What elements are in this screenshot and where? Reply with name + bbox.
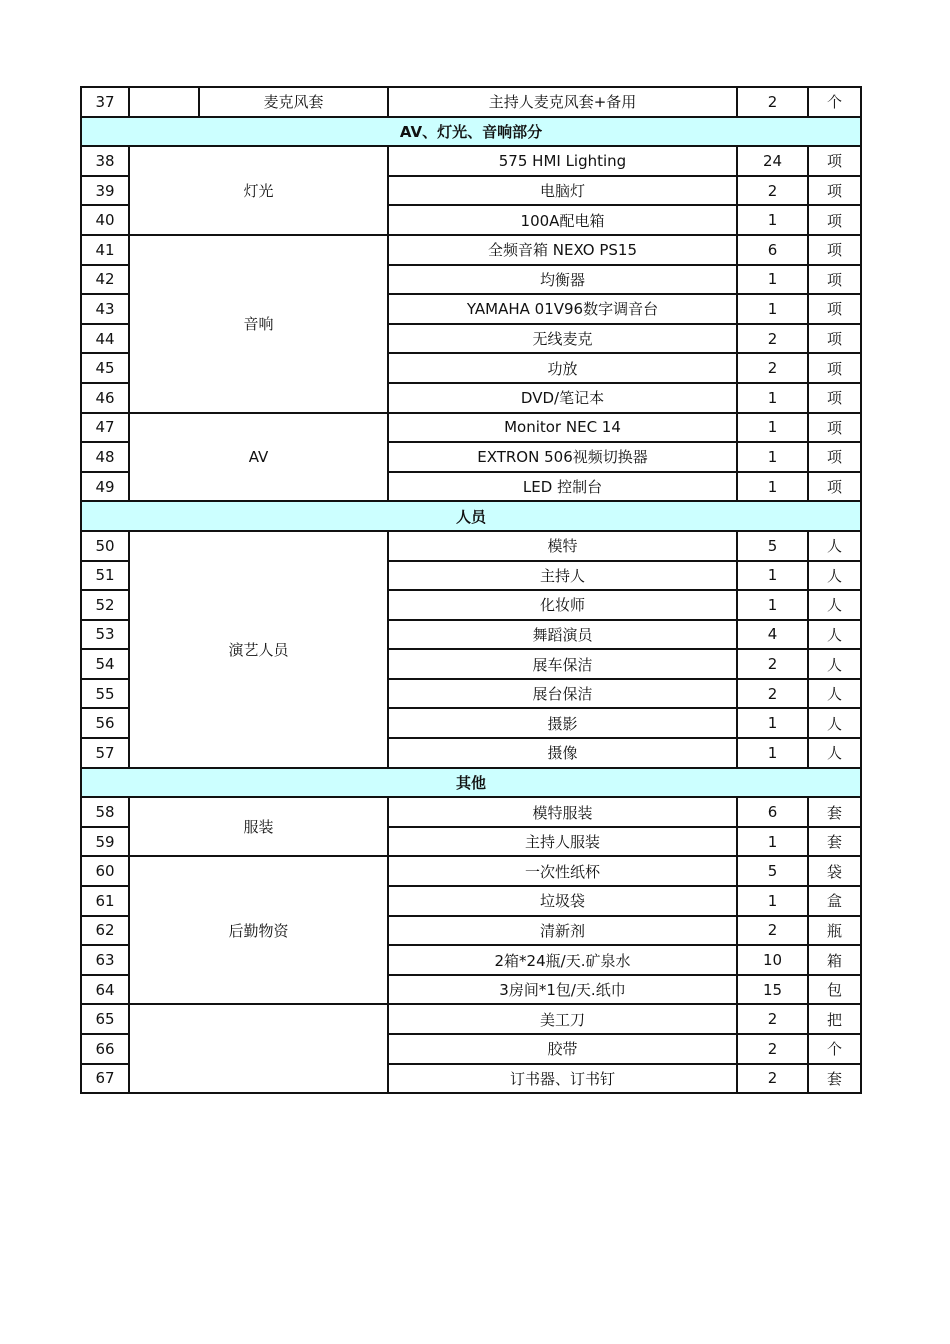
row-number: 49: [81, 472, 129, 502]
item-name: 摄像: [388, 738, 737, 768]
section-row: [81, 117, 861, 147]
table-row: [81, 146, 861, 176]
item-quantity: 1: [737, 294, 808, 324]
item-unit: 项: [808, 413, 861, 443]
item-name: 摄影: [388, 708, 737, 738]
item-quantity: 1: [737, 205, 808, 235]
row-number: 59: [81, 827, 129, 857]
item-unit: 包: [808, 975, 861, 1005]
category-cell: 演艺人员: [129, 531, 388, 768]
item-name: YAMAHA 01V96数字调音台: [388, 294, 737, 324]
section-header: AV、灯光、音响部分: [81, 117, 861, 147]
row-number: 64: [81, 975, 129, 1005]
category-cell: 音响: [129, 235, 388, 413]
row-number: 66: [81, 1034, 129, 1064]
item-unit: 人: [808, 590, 861, 620]
item-quantity: 1: [737, 413, 808, 443]
item-quantity: 24: [737, 146, 808, 176]
item-name: EXTRON 506视频切换器: [388, 442, 737, 472]
equipment-table: [80, 86, 862, 1094]
item-unit: 项: [808, 472, 861, 502]
category-cell: 灯光: [129, 146, 388, 235]
row-number: 47: [81, 413, 129, 443]
item-quantity: 5: [737, 531, 808, 561]
row-number: 43: [81, 294, 129, 324]
item-quantity: 1: [737, 442, 808, 472]
table-row: [81, 856, 861, 886]
item-unit: 箱: [808, 945, 861, 975]
item-unit: 瓶: [808, 916, 861, 946]
table-row: [81, 413, 861, 443]
item-unit: 项: [808, 442, 861, 472]
item-name: 575 HMI Lighting: [388, 146, 737, 176]
item-name: LED 控制台: [388, 472, 737, 502]
row-number: 40: [81, 205, 129, 235]
item-quantity: 1: [737, 590, 808, 620]
item-quantity: 10: [737, 945, 808, 975]
item-quantity: 1: [737, 265, 808, 295]
item-name: 模特服装: [388, 797, 737, 827]
row-number: 51: [81, 561, 129, 591]
row-number: 63: [81, 945, 129, 975]
item-quantity: 2: [737, 1004, 808, 1034]
item-unit: 项: [808, 324, 861, 354]
item-quantity: 1: [737, 827, 808, 857]
item-name: 一次性纸杯: [388, 856, 737, 886]
item-quantity: 15: [737, 975, 808, 1005]
row-number: 46: [81, 383, 129, 413]
row-number: 55: [81, 679, 129, 709]
item-quantity: 1: [737, 472, 808, 502]
item-name: 电脑灯: [388, 176, 737, 206]
item-name: 胶带: [388, 1034, 737, 1064]
row-number: 60: [81, 856, 129, 886]
item-name: 主持人麦克风套+备用: [388, 87, 737, 117]
item-quantity: 4: [737, 620, 808, 650]
item-unit: 项: [808, 353, 861, 383]
row-number: 56: [81, 708, 129, 738]
table-row: [81, 797, 861, 827]
item-name: 均衡器: [388, 265, 737, 295]
row-number: 42: [81, 265, 129, 295]
item-name: 化妆师: [388, 590, 737, 620]
item-name: 舞蹈演员: [388, 620, 737, 650]
section-row: [81, 501, 861, 531]
item-quantity: 2: [737, 324, 808, 354]
item-unit: 人: [808, 738, 861, 768]
row-number: 57: [81, 738, 129, 768]
item-quantity: 2: [737, 1034, 808, 1064]
item-unit: 套: [808, 1064, 861, 1094]
item-quantity: 2: [737, 649, 808, 679]
section-row: [81, 768, 861, 798]
row-number: 37: [81, 87, 129, 117]
item-name: DVD/笔记本: [388, 383, 737, 413]
table-row: [81, 531, 861, 561]
item-unit: 项: [808, 146, 861, 176]
subcategory-cell: 麦克风套: [199, 87, 388, 117]
item-name: 100A配电箱: [388, 205, 737, 235]
item-quantity: 6: [737, 235, 808, 265]
category-cell: AV: [129, 413, 388, 502]
item-quantity: 1: [737, 383, 808, 413]
item-unit: 个: [808, 87, 861, 117]
category-cell: [129, 1004, 388, 1093]
item-unit: 人: [808, 561, 861, 591]
item-unit: 项: [808, 176, 861, 206]
row-number: 45: [81, 353, 129, 383]
row-number: 65: [81, 1004, 129, 1034]
item-name: 美工刀: [388, 1004, 737, 1034]
item-name: 2箱*24瓶/天.矿泉水: [388, 945, 737, 975]
item-unit: 项: [808, 383, 861, 413]
item-unit: 盒: [808, 886, 861, 916]
item-unit: 项: [808, 205, 861, 235]
section-header: 人员: [81, 501, 861, 531]
item-unit: 套: [808, 827, 861, 857]
item-name: Monitor NEC 14: [388, 413, 737, 443]
item-unit: 项: [808, 294, 861, 324]
row-number: 52: [81, 590, 129, 620]
table-row: [81, 87, 861, 117]
category-cell: [129, 87, 199, 117]
item-quantity: 2: [737, 353, 808, 383]
item-name: 无线麦克: [388, 324, 737, 354]
item-name: 全频音箱 NEXO PS15: [388, 235, 737, 265]
table-row: [81, 1004, 861, 1034]
item-quantity: 2: [737, 916, 808, 946]
item-unit: 袋: [808, 856, 861, 886]
item-quantity: 1: [737, 886, 808, 916]
item-name: 垃圾袋: [388, 886, 737, 916]
item-unit: 项: [808, 265, 861, 295]
item-unit: 人: [808, 708, 861, 738]
item-name: 主持人: [388, 561, 737, 591]
item-unit: 人: [808, 620, 861, 650]
item-name: 展台保洁: [388, 679, 737, 709]
item-quantity: 2: [737, 679, 808, 709]
item-unit: 项: [808, 235, 861, 265]
row-number: 44: [81, 324, 129, 354]
item-name: 展车保洁: [388, 649, 737, 679]
item-unit: 套: [808, 797, 861, 827]
item-name: 清新剂: [388, 916, 737, 946]
row-number: 67: [81, 1064, 129, 1094]
item-quantity: 1: [737, 708, 808, 738]
item-unit: 人: [808, 531, 861, 561]
item-unit: 把: [808, 1004, 861, 1034]
row-number: 61: [81, 886, 129, 916]
row-number: 62: [81, 916, 129, 946]
category-cell: 服装: [129, 797, 388, 856]
row-number: 58: [81, 797, 129, 827]
item-name: 主持人服装: [388, 827, 737, 857]
item-quantity: 6: [737, 797, 808, 827]
item-quantity: 1: [737, 738, 808, 768]
item-name: 模特: [388, 531, 737, 561]
row-number: 53: [81, 620, 129, 650]
item-quantity: 2: [737, 1064, 808, 1094]
row-number: 41: [81, 235, 129, 265]
item-quantity: 5: [737, 856, 808, 886]
row-number: 50: [81, 531, 129, 561]
section-header: 其他: [81, 768, 861, 798]
category-cell: 后勤物资: [129, 856, 388, 1004]
item-name: 订书器、订书钉: [388, 1064, 737, 1094]
item-quantity: 1: [737, 561, 808, 591]
item-name: 3房间*1包/天.纸巾: [388, 975, 737, 1005]
item-unit: 人: [808, 679, 861, 709]
item-unit: 个: [808, 1034, 861, 1064]
item-quantity: 2: [737, 87, 808, 117]
row-number: 54: [81, 649, 129, 679]
item-unit: 人: [808, 649, 861, 679]
row-number: 38: [81, 146, 129, 176]
table-row: [81, 235, 861, 265]
item-name: 功放: [388, 353, 737, 383]
item-quantity: 2: [737, 176, 808, 206]
row-number: 48: [81, 442, 129, 472]
row-number: 39: [81, 176, 129, 206]
